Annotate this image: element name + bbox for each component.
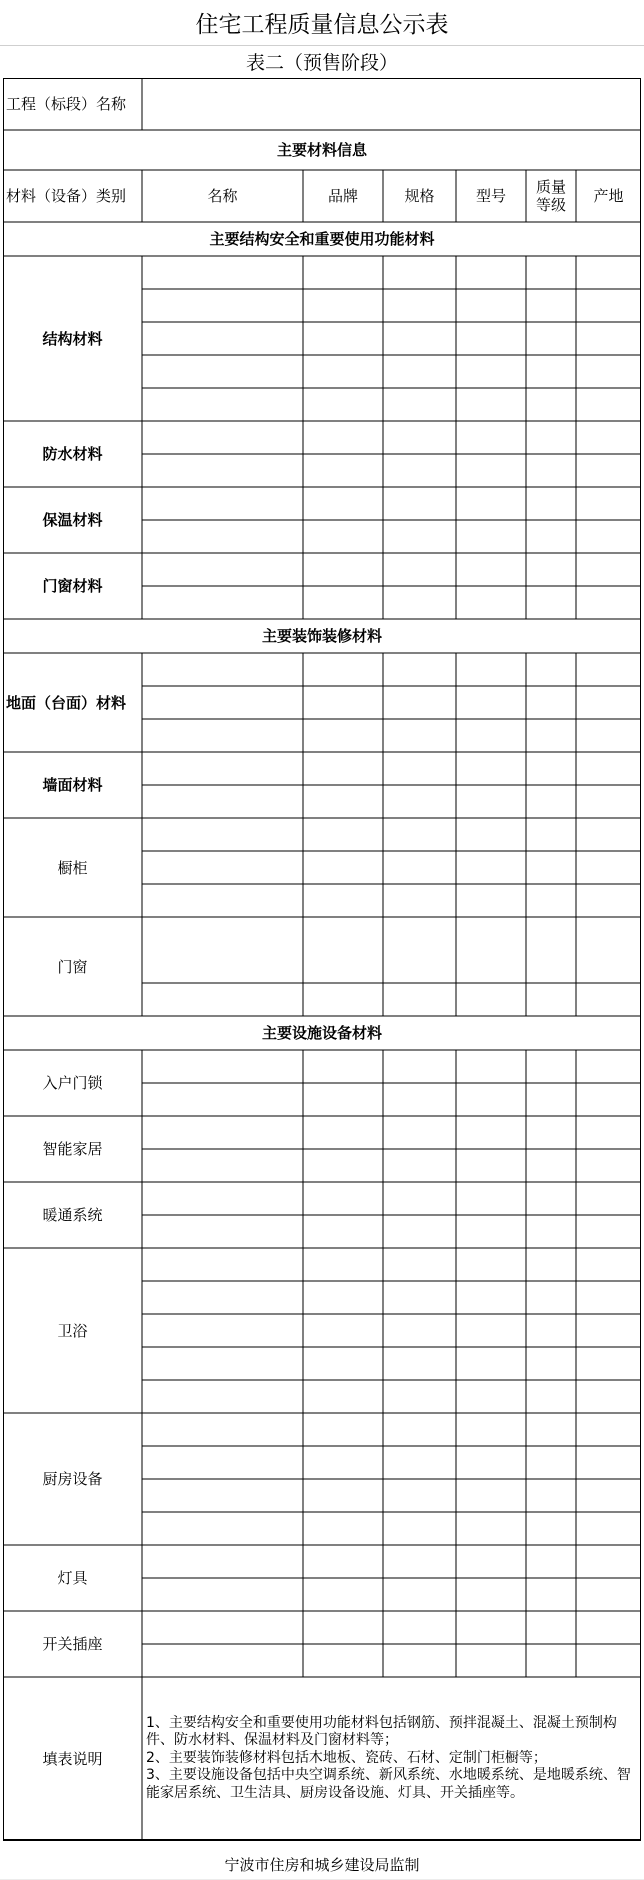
data-cell[interactable] xyxy=(383,1479,456,1512)
category-label: 厨房设备 xyxy=(42,1470,103,1488)
data-cell[interactable] xyxy=(456,752,526,785)
project-name-field[interactable] xyxy=(142,78,641,130)
data-cell[interactable] xyxy=(142,1314,303,1347)
data-cell[interactable] xyxy=(383,686,456,719)
data-cell[interactable] xyxy=(383,752,456,785)
data-cell[interactable] xyxy=(383,1281,456,1314)
data-cell[interactable] xyxy=(456,719,526,752)
data-cell[interactable] xyxy=(456,851,526,884)
data-cell[interactable] xyxy=(456,1182,526,1215)
data-cell[interactable] xyxy=(383,818,456,851)
data-cell[interactable] xyxy=(383,1314,456,1347)
data-cell[interactable] xyxy=(576,1413,641,1446)
data-cell[interactable] xyxy=(576,1644,641,1677)
data-cell[interactable] xyxy=(142,1479,303,1512)
column-header-name: 名称 xyxy=(207,187,238,205)
column-header-model: 型号 xyxy=(475,187,506,205)
data-cell[interactable] xyxy=(526,653,576,686)
data-cell[interactable] xyxy=(383,388,456,421)
data-cell[interactable] xyxy=(576,1083,641,1116)
data-cell[interactable] xyxy=(303,1413,383,1446)
data-cell[interactable] xyxy=(303,421,383,454)
data-cell[interactable] xyxy=(303,752,383,785)
data-cell[interactable] xyxy=(576,454,641,487)
data-cell[interactable] xyxy=(456,553,526,586)
data-cell[interactable] xyxy=(526,752,576,785)
data-cell[interactable] xyxy=(456,884,526,917)
data-cell[interactable] xyxy=(142,851,303,884)
data-cell[interactable] xyxy=(383,1545,456,1578)
data-cell[interactable] xyxy=(456,1116,526,1149)
data-cell[interactable] xyxy=(576,1116,641,1149)
data-cell[interactable] xyxy=(456,520,526,553)
data-cell[interactable] xyxy=(303,289,383,322)
data-cell[interactable] xyxy=(142,1347,303,1380)
data-cell[interactable] xyxy=(456,256,526,289)
data-cell[interactable] xyxy=(526,1116,576,1149)
data-cell[interactable] xyxy=(576,256,641,289)
data-cell[interactable] xyxy=(303,1545,383,1578)
data-cell[interactable] xyxy=(142,289,303,322)
data-cell[interactable] xyxy=(142,653,303,686)
data-cell[interactable] xyxy=(303,1512,383,1545)
data-cell[interactable] xyxy=(303,454,383,487)
data-cell[interactable] xyxy=(142,1116,303,1149)
data-cell[interactable] xyxy=(456,1314,526,1347)
data-cell[interactable] xyxy=(142,818,303,851)
data-cell[interactable] xyxy=(526,1644,576,1677)
data-cell[interactable] xyxy=(526,1050,576,1083)
page-title: 住宅工程质量信息公示表 xyxy=(0,0,644,46)
category-label: 地面（台面）材料 xyxy=(6,693,127,712)
data-cell[interactable] xyxy=(456,1281,526,1314)
data-cell[interactable] xyxy=(576,1611,641,1644)
data-cell[interactable] xyxy=(576,884,641,917)
data-cell[interactable] xyxy=(303,1347,383,1380)
data-cell[interactable] xyxy=(456,1050,526,1083)
data-cell[interactable] xyxy=(383,851,456,884)
data-cell[interactable] xyxy=(456,1446,526,1479)
data-cell[interactable] xyxy=(576,520,641,553)
data-cell[interactable] xyxy=(142,1644,303,1677)
data-cell[interactable] xyxy=(383,289,456,322)
data-cell[interactable] xyxy=(526,388,576,421)
data-cell[interactable] xyxy=(142,884,303,917)
data-cell[interactable] xyxy=(142,686,303,719)
data-cell[interactable] xyxy=(383,322,456,355)
data-cell[interactable] xyxy=(142,1380,303,1413)
data-cell[interactable] xyxy=(142,1281,303,1314)
data-cell[interactable] xyxy=(383,917,456,983)
data-cell[interactable] xyxy=(576,586,641,619)
data-cell[interactable] xyxy=(142,1215,303,1248)
data-cell[interactable] xyxy=(526,1380,576,1413)
data-cell[interactable] xyxy=(303,1116,383,1149)
data-cell[interactable] xyxy=(303,1644,383,1677)
data-cell[interactable] xyxy=(456,983,526,1016)
data-cell[interactable] xyxy=(526,785,576,818)
data-cell[interactable] xyxy=(456,586,526,619)
data-cell[interactable] xyxy=(142,983,303,1016)
data-cell[interactable] xyxy=(303,1380,383,1413)
data-cell[interactable] xyxy=(142,322,303,355)
data-cell[interactable] xyxy=(142,785,303,818)
data-cell[interactable] xyxy=(142,1446,303,1479)
data-cell[interactable] xyxy=(526,1512,576,1545)
category-label: 暖通系统 xyxy=(42,1206,103,1224)
data-cell[interactable] xyxy=(142,388,303,421)
data-cell[interactable] xyxy=(383,355,456,388)
data-cell[interactable] xyxy=(576,1182,641,1215)
category-label: 橱柜 xyxy=(57,858,88,877)
data-cell[interactable] xyxy=(383,1644,456,1677)
data-cell[interactable] xyxy=(383,1116,456,1149)
data-cell[interactable] xyxy=(456,917,526,983)
data-cell[interactable] xyxy=(526,1215,576,1248)
data-cell[interactable] xyxy=(526,487,576,520)
data-cell[interactable] xyxy=(303,1578,383,1611)
category-label: 保温材料 xyxy=(42,511,103,529)
data-cell[interactable] xyxy=(383,1347,456,1380)
data-cell[interactable] xyxy=(526,553,576,586)
data-cell[interactable] xyxy=(576,653,641,686)
data-cell[interactable] xyxy=(456,355,526,388)
data-cell[interactable] xyxy=(526,1413,576,1446)
data-cell[interactable] xyxy=(383,1248,456,1281)
data-cell[interactable] xyxy=(456,1512,526,1545)
data-cell[interactable] xyxy=(142,256,303,289)
data-cell[interactable] xyxy=(576,851,641,884)
data-cell[interactable] xyxy=(526,1248,576,1281)
section-header: 主要设施设备材料 xyxy=(261,1024,382,1042)
data-cell[interactable] xyxy=(526,289,576,322)
data-cell[interactable] xyxy=(142,1149,303,1182)
data-cell[interactable] xyxy=(456,818,526,851)
notes-label: 填表说明 xyxy=(42,1749,103,1768)
data-cell[interactable] xyxy=(456,1215,526,1248)
data-cell[interactable] xyxy=(383,421,456,454)
data-cell[interactable] xyxy=(526,454,576,487)
category-label: 开关插座 xyxy=(42,1635,103,1653)
data-cell[interactable] xyxy=(142,752,303,785)
data-cell[interactable] xyxy=(383,1215,456,1248)
data-cell[interactable] xyxy=(456,388,526,421)
data-cell[interactable] xyxy=(456,1611,526,1644)
data-cell[interactable] xyxy=(383,653,456,686)
data-cell[interactable] xyxy=(456,1578,526,1611)
category-label: 防水材料 xyxy=(42,445,103,463)
data-cell[interactable] xyxy=(456,322,526,355)
data-cell[interactable] xyxy=(456,454,526,487)
data-cell[interactable] xyxy=(576,553,641,586)
data-cell[interactable] xyxy=(576,1314,641,1347)
data-cell[interactable] xyxy=(142,487,303,520)
data-cell[interactable] xyxy=(383,586,456,619)
data-cell[interactable] xyxy=(456,785,526,818)
data-cell[interactable] xyxy=(456,1248,526,1281)
data-cell[interactable] xyxy=(303,1314,383,1347)
data-cell[interactable] xyxy=(576,1215,641,1248)
data-cell[interactable] xyxy=(383,1380,456,1413)
data-cell[interactable] xyxy=(142,421,303,454)
data-cell[interactable] xyxy=(576,1380,641,1413)
data-cell[interactable] xyxy=(303,322,383,355)
data-cell[interactable] xyxy=(383,1149,456,1182)
category-label: 智能家居 xyxy=(42,1140,103,1158)
data-cell[interactable] xyxy=(576,1347,641,1380)
data-cell[interactable] xyxy=(303,553,383,586)
data-cell[interactable] xyxy=(303,653,383,686)
data-cell[interactable] xyxy=(383,1083,456,1116)
data-cell[interactable] xyxy=(576,289,641,322)
data-cell[interactable] xyxy=(576,917,641,983)
data-cell[interactable] xyxy=(526,1083,576,1116)
category-label: 门窗材料 xyxy=(42,577,103,595)
data-cell[interactable] xyxy=(303,1215,383,1248)
data-cell[interactable] xyxy=(142,1512,303,1545)
data-cell[interactable] xyxy=(142,454,303,487)
footer-issuer: 宁波市住房和城乡建设局监制 xyxy=(224,1855,420,1874)
data-cell[interactable] xyxy=(456,487,526,520)
data-cell[interactable] xyxy=(456,1644,526,1677)
data-cell[interactable] xyxy=(303,818,383,851)
data-cell[interactable] xyxy=(303,917,383,983)
data-cell[interactable] xyxy=(526,355,576,388)
data-cell[interactable] xyxy=(526,520,576,553)
data-cell[interactable] xyxy=(303,851,383,884)
category-label: 卫浴 xyxy=(57,1321,88,1340)
data-cell[interactable] xyxy=(576,421,641,454)
data-cell[interactable] xyxy=(576,1149,641,1182)
data-cell[interactable] xyxy=(576,322,641,355)
data-cell[interactable] xyxy=(576,983,641,1016)
data-cell[interactable] xyxy=(576,487,641,520)
data-cell[interactable] xyxy=(303,520,383,553)
column-header-grade: 质量等级 xyxy=(536,178,567,214)
data-cell[interactable] xyxy=(526,884,576,917)
column-header-origin: 产地 xyxy=(593,187,624,205)
data-cell[interactable] xyxy=(526,983,576,1016)
data-cell[interactable] xyxy=(383,487,456,520)
data-cell[interactable] xyxy=(142,1050,303,1083)
data-cell[interactable] xyxy=(303,256,383,289)
data-cell[interactable] xyxy=(303,1248,383,1281)
data-cell[interactable] xyxy=(576,1578,641,1611)
data-cell[interactable] xyxy=(142,586,303,619)
data-cell[interactable] xyxy=(456,1149,526,1182)
disclosure-table xyxy=(3,78,641,1838)
data-cell[interactable] xyxy=(576,388,641,421)
data-cell[interactable] xyxy=(383,983,456,1016)
data-cell[interactable] xyxy=(383,1611,456,1644)
data-cell[interactable] xyxy=(383,1413,456,1446)
data-cell[interactable] xyxy=(383,256,456,289)
data-cell[interactable] xyxy=(456,1347,526,1380)
data-cell[interactable] xyxy=(576,1248,641,1281)
data-cell[interactable] xyxy=(456,1545,526,1578)
data-cell[interactable] xyxy=(576,1479,641,1512)
data-cell[interactable] xyxy=(142,1083,303,1116)
data-cell[interactable] xyxy=(456,1413,526,1446)
data-cell[interactable] xyxy=(576,752,641,785)
data-cell[interactable] xyxy=(383,1050,456,1083)
data-cell[interactable] xyxy=(303,1281,383,1314)
data-cell[interactable] xyxy=(526,851,576,884)
data-cell[interactable] xyxy=(526,1479,576,1512)
data-cell[interactable] xyxy=(142,355,303,388)
data-cell[interactable] xyxy=(303,686,383,719)
data-cell[interactable] xyxy=(303,355,383,388)
main-info-header: 主要材料信息 xyxy=(276,141,367,159)
data-cell[interactable] xyxy=(526,719,576,752)
data-cell[interactable] xyxy=(303,719,383,752)
data-cell[interactable] xyxy=(576,1050,641,1083)
data-cell[interactable] xyxy=(303,1479,383,1512)
data-cell[interactable] xyxy=(303,1446,383,1479)
data-cell[interactable] xyxy=(526,1314,576,1347)
data-cell[interactable] xyxy=(456,653,526,686)
data-cell[interactable] xyxy=(383,719,456,752)
data-cell[interactable] xyxy=(526,686,576,719)
data-cell[interactable] xyxy=(303,983,383,1016)
data-cell[interactable] xyxy=(383,1446,456,1479)
data-cell[interactable] xyxy=(526,586,576,619)
data-cell[interactable] xyxy=(383,454,456,487)
category-label: 门窗 xyxy=(57,957,88,976)
section-header: 主要结构安全和重要使用功能材料 xyxy=(209,230,435,248)
data-cell[interactable] xyxy=(142,1545,303,1578)
data-cell[interactable] xyxy=(142,1248,303,1281)
column-header-spec: 规格 xyxy=(404,187,435,205)
data-cell[interactable] xyxy=(383,553,456,586)
data-cell[interactable] xyxy=(303,1050,383,1083)
data-cell[interactable] xyxy=(303,1611,383,1644)
column-header-brand: 品牌 xyxy=(327,187,358,205)
data-cell[interactable] xyxy=(456,289,526,322)
data-cell[interactable] xyxy=(383,1512,456,1545)
category-label: 墙面材料 xyxy=(42,776,103,794)
data-cell[interactable] xyxy=(456,686,526,719)
data-cell[interactable] xyxy=(526,1347,576,1380)
data-cell[interactable] xyxy=(576,818,641,851)
data-cell[interactable] xyxy=(303,785,383,818)
data-cell[interactable] xyxy=(303,388,383,421)
data-cell[interactable] xyxy=(576,686,641,719)
data-cell[interactable] xyxy=(526,818,576,851)
data-cell[interactable] xyxy=(383,1182,456,1215)
data-cell[interactable] xyxy=(526,1578,576,1611)
data-cell[interactable] xyxy=(142,917,303,983)
data-cell[interactable] xyxy=(303,1083,383,1116)
data-cell[interactable] xyxy=(456,1380,526,1413)
data-cell[interactable] xyxy=(576,1281,641,1314)
data-cell[interactable] xyxy=(142,1611,303,1644)
column-header-category: 材料（设备）类别 xyxy=(6,187,127,205)
data-cell[interactable] xyxy=(456,1479,526,1512)
category-label: 入户门锁 xyxy=(42,1074,103,1092)
data-cell[interactable] xyxy=(383,1578,456,1611)
data-cell[interactable] xyxy=(303,884,383,917)
data-cell[interactable] xyxy=(142,520,303,553)
data-cell[interactable] xyxy=(526,1446,576,1479)
data-cell[interactable] xyxy=(456,421,526,454)
data-cell[interactable] xyxy=(526,1281,576,1314)
data-cell[interactable] xyxy=(526,256,576,289)
data-cell[interactable] xyxy=(142,1578,303,1611)
project-name-label: 工程（标段）名称 xyxy=(6,95,127,113)
data-cell[interactable] xyxy=(526,1182,576,1215)
data-cell[interactable] xyxy=(456,1083,526,1116)
category-label: 灯具 xyxy=(57,1569,88,1587)
data-cell[interactable] xyxy=(383,520,456,553)
data-cell[interactable] xyxy=(142,1182,303,1215)
data-cell[interactable] xyxy=(383,884,456,917)
data-cell[interactable] xyxy=(303,1149,383,1182)
data-cell[interactable] xyxy=(526,917,576,983)
data-cell[interactable] xyxy=(142,719,303,752)
data-cell[interactable] xyxy=(576,1545,641,1578)
data-cell[interactable] xyxy=(526,322,576,355)
data-cell[interactable] xyxy=(576,1446,641,1479)
data-cell[interactable] xyxy=(142,553,303,586)
data-cell[interactable] xyxy=(576,719,641,752)
data-cell[interactable] xyxy=(526,1545,576,1578)
notes-text: 1、主要结构安全和重要使用功能材料包括钢筋、预拌混凝土、混凝土预制构件、防水材料、保温材料及门窗材料等； 2、主要装饰装修材料包括木地板、瓷砖、石材、定制门柜橱等； 3、主要设施设备包括中央空调系统、新风系统、水地暖系统、是地暖系统、智能家居系统、卫生洁具、厨房设备设施、灯具、开关插座等。 xyxy=(146,1714,631,1801)
data-cell[interactable] xyxy=(526,421,576,454)
data-cell[interactable] xyxy=(526,1611,576,1644)
data-cell[interactable] xyxy=(576,1512,641,1545)
data-cell[interactable] xyxy=(576,355,641,388)
category-label: 结构材料 xyxy=(42,329,103,348)
data-cell[interactable] xyxy=(383,785,456,818)
data-cell[interactable] xyxy=(303,1182,383,1215)
data-cell[interactable] xyxy=(142,1413,303,1446)
data-cell[interactable] xyxy=(526,1149,576,1182)
data-cell[interactable] xyxy=(303,487,383,520)
data-cell[interactable] xyxy=(576,785,641,818)
section-header: 主要装饰装修材料 xyxy=(261,627,382,645)
data-cell[interactable] xyxy=(303,586,383,619)
page-subtitle: 表二（预售阶段） xyxy=(245,52,398,74)
